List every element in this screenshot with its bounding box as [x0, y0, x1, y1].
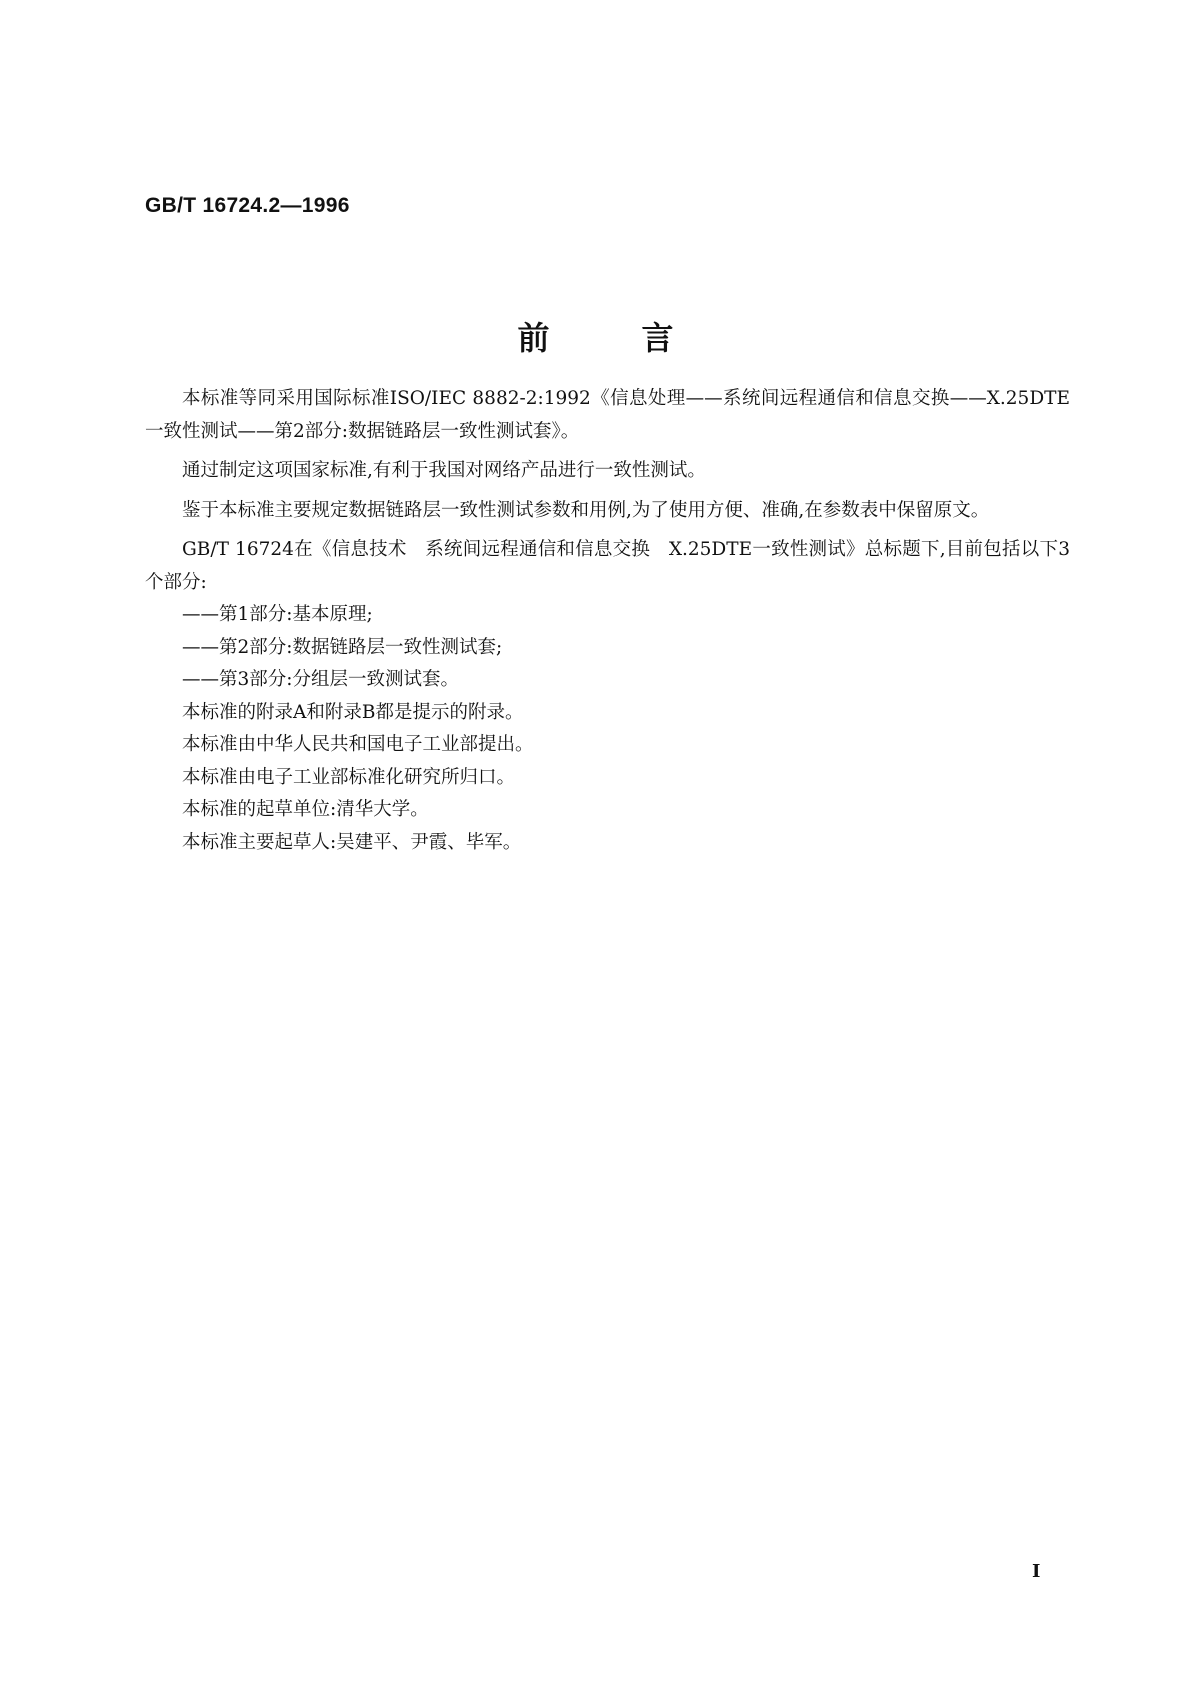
paragraph-series: GB/T 16724在《信息技术 系统间远程通信和信息交换 X.25DTE一致性测试》总标题下,目前包括以下3个部分: [145, 539, 1070, 593]
paragraph-parameters: 鉴于本标准主要规定数据链路层一致性测试参数和用例,为了使用方便、准确,在参数表中保留原文。 [182, 499, 990, 521]
list-item-part-3: ——第3部分:分组层一致测试套。 [182, 669, 460, 690]
list-item-part-2: ——第2部分:数据链路层一致性测试套; [182, 636, 503, 658]
page-number: I [1032, 1561, 1041, 1582]
paragraph-administrator: 本标准由电子工业部标准化研究所归口。 [182, 766, 516, 788]
foreword-body [145, 383, 1070, 859]
paragraph-drafting-unit: 本标准的起草单位:清华大学。 [182, 799, 429, 820]
paragraph-drafters: 本标准主要起草人:吴建平、尹霞、毕军。 [182, 831, 522, 853]
paragraph-purpose: 通过制定这项国家标准,有利于我国对网络产品进行一致性测试。 [182, 460, 706, 481]
document-code: GB/T 16724.2—1996 [145, 194, 350, 217]
paragraph-proposer: 本标准由中华人民共和国电子工业部提出。 [182, 734, 534, 755]
page-title: 前言 [517, 319, 766, 357]
list-item-part-1: ——第1部分:基本原理; [182, 604, 373, 625]
paragraph-adoption: 本标准等同采用国际标准ISO/IEC 8882-2:1992《信息处理——系统间远程通信和信息交换——X.25DTE一致性测试——第2部分:数据链路层一致性测试套》。 [145, 388, 1070, 442]
paragraph-annexes: 本标准的附录A和附录B都是提示的附录。 [182, 701, 524, 723]
